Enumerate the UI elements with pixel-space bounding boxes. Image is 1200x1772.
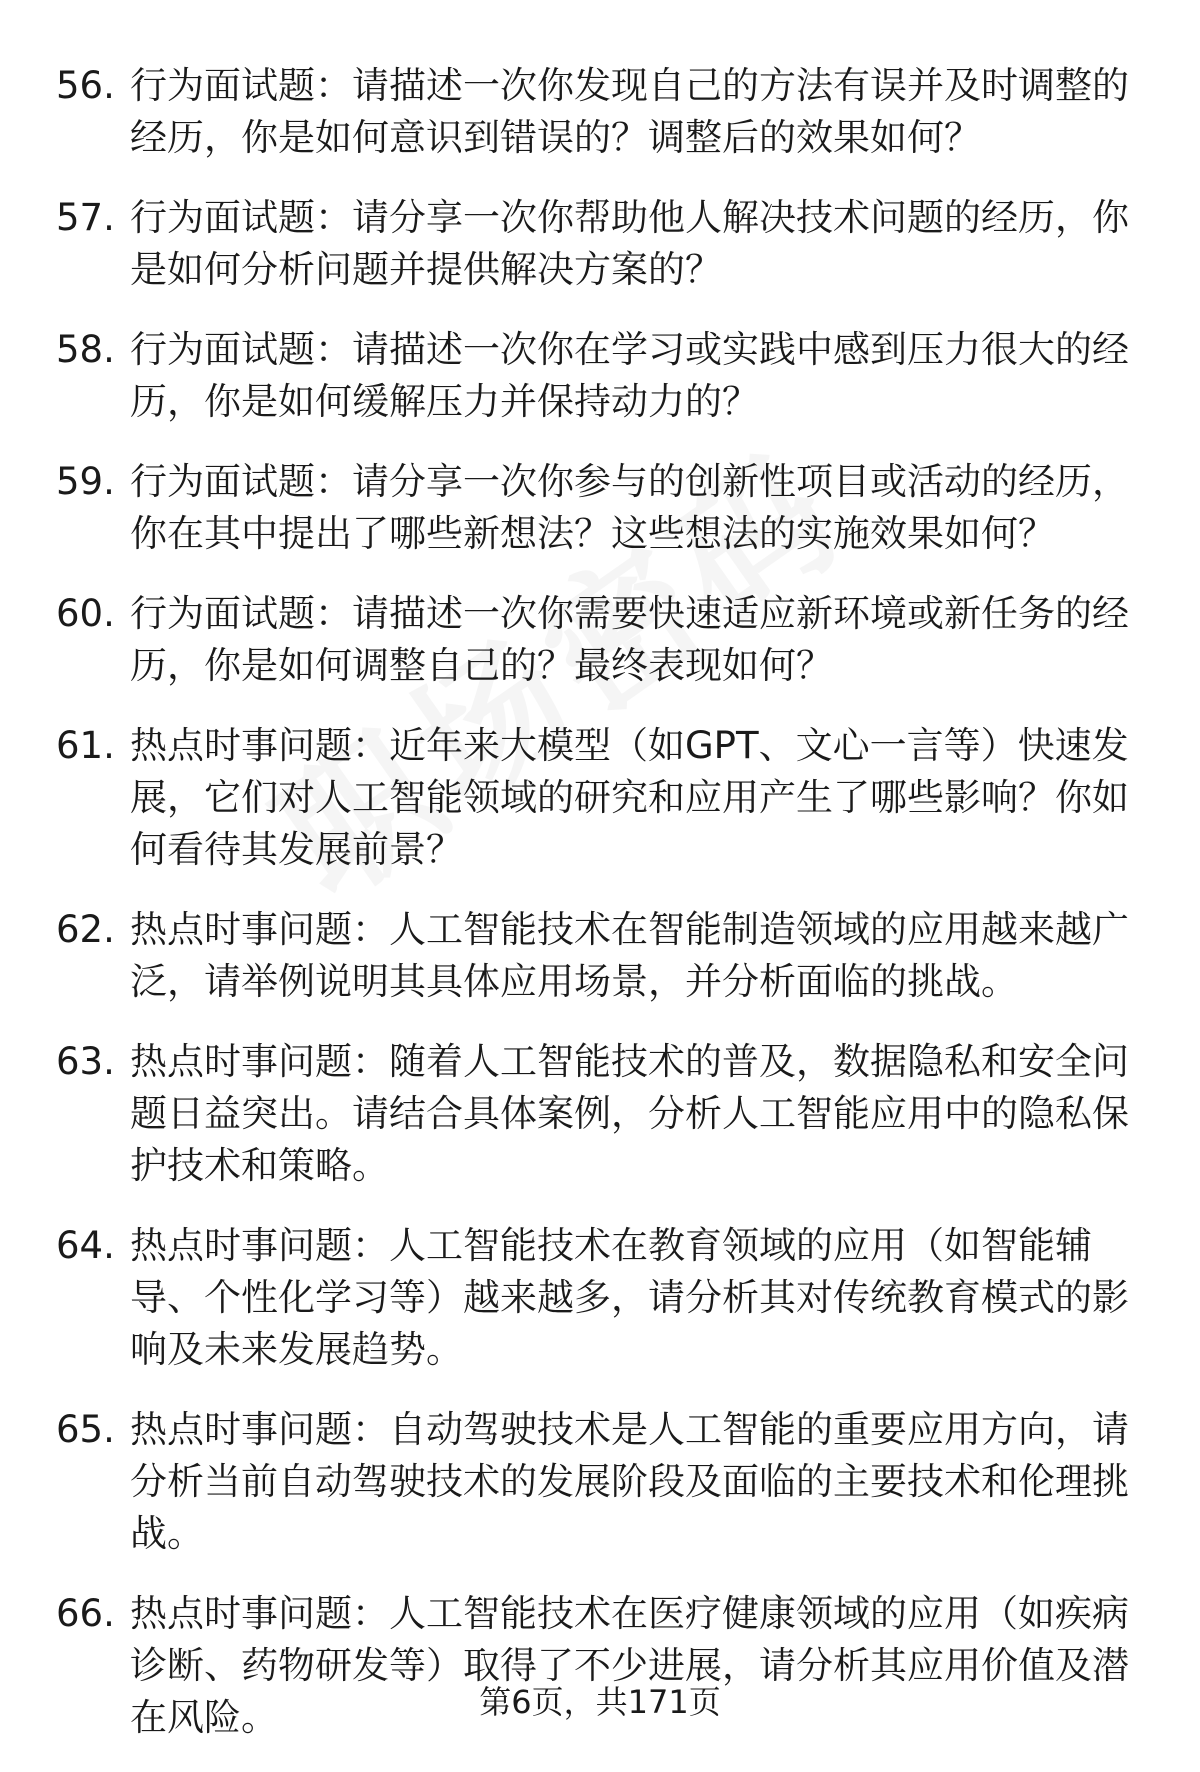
- question-number: 66.: [56, 1592, 115, 1635]
- question-item: [0, 1036, 1200, 1192]
- question-item: [0, 324, 1200, 428]
- question-number: 59.: [56, 460, 115, 503]
- question-text: 行为面试题：请描述一次你需要快速适应新环境或新任务的经历，你是如何调整自己的？最终表现如何？: [130, 592, 1129, 687]
- question-number: 56.: [56, 64, 115, 107]
- question-item: [0, 60, 1200, 164]
- question-text: 行为面试题：请描述一次你在学习或实践中感到压力很大的经历，你是如何缓解压力并保持动力的？: [130, 328, 1129, 423]
- question-text: 热点时事问题：随着人工智能技术的普及，数据隐私和安全问题日益突出。请结合具体案例，分析人工智能应用中的隐私保护技术和策略。: [130, 1040, 1129, 1187]
- question-number: 60.: [56, 592, 115, 635]
- question-text: 热点时事问题：人工智能技术在教育领域的应用（如智能辅导、个性化学习等）越来越多，请分析其对传统教育模式的影响及未来发展趋势。: [130, 1224, 1129, 1371]
- question-number: 58.: [56, 328, 115, 371]
- question-number: 57.: [56, 196, 115, 239]
- question-number: 61.: [56, 724, 115, 767]
- question-item: [0, 588, 1200, 692]
- question-text: 热点时事问题：人工智能技术在医疗健康领域的应用（如疾病诊断、药物研发等）取得了不少进展，请分析其应用价值及潜在风险。: [130, 1592, 1129, 1739]
- question-text: 热点时事问题：人工智能技术在智能制造领域的应用越来越广泛，请举例说明其具体应用场景，并分析面临的挑战。: [130, 908, 1129, 1003]
- question-item: [0, 192, 1200, 296]
- question-number: 63.: [56, 1040, 115, 1083]
- question-item: [0, 1220, 1200, 1376]
- question-item: [0, 904, 1200, 1008]
- question-text: 行为面试题：请分享一次你参与的创新性项目或活动的经历，你在其中提出了哪些新想法？这些想法的实施效果如何？: [130, 460, 1129, 555]
- page-number-label: 第6页，共171页: [479, 1683, 721, 1721]
- question-number: 65.: [56, 1408, 115, 1451]
- page-footer: [0, 1680, 1200, 1724]
- question-number: 62.: [56, 908, 115, 951]
- question-item: [0, 1404, 1200, 1560]
- question-item: [0, 720, 1200, 876]
- question-number: 64.: [56, 1224, 115, 1267]
- question-text: 热点时事问题：自动驾驶技术是人工智能的重要应用方向，请分析当前自动驾驶技术的发展阶段及面临的主要技术和伦理挑战。: [130, 1408, 1129, 1555]
- question-text: 行为面试题：请分享一次你帮助他人解决技术问题的经历，你是如何分析问题并提供解决方案的？: [130, 196, 1129, 291]
- question-text: 热点时事问题：近年来大模型（如GPT、文心一言等）快速发展，它们对人工智能领域的研究和应用产生了哪些影响？你如何看待其发展前景？: [130, 724, 1129, 871]
- question-item: [0, 456, 1200, 560]
- question-text: 行为面试题：请描述一次你发现自己的方法有误并及时调整的经历，你是如何意识到错误的？调整后的效果如何？: [130, 64, 1129, 159]
- question-list: [0, 60, 1200, 1772]
